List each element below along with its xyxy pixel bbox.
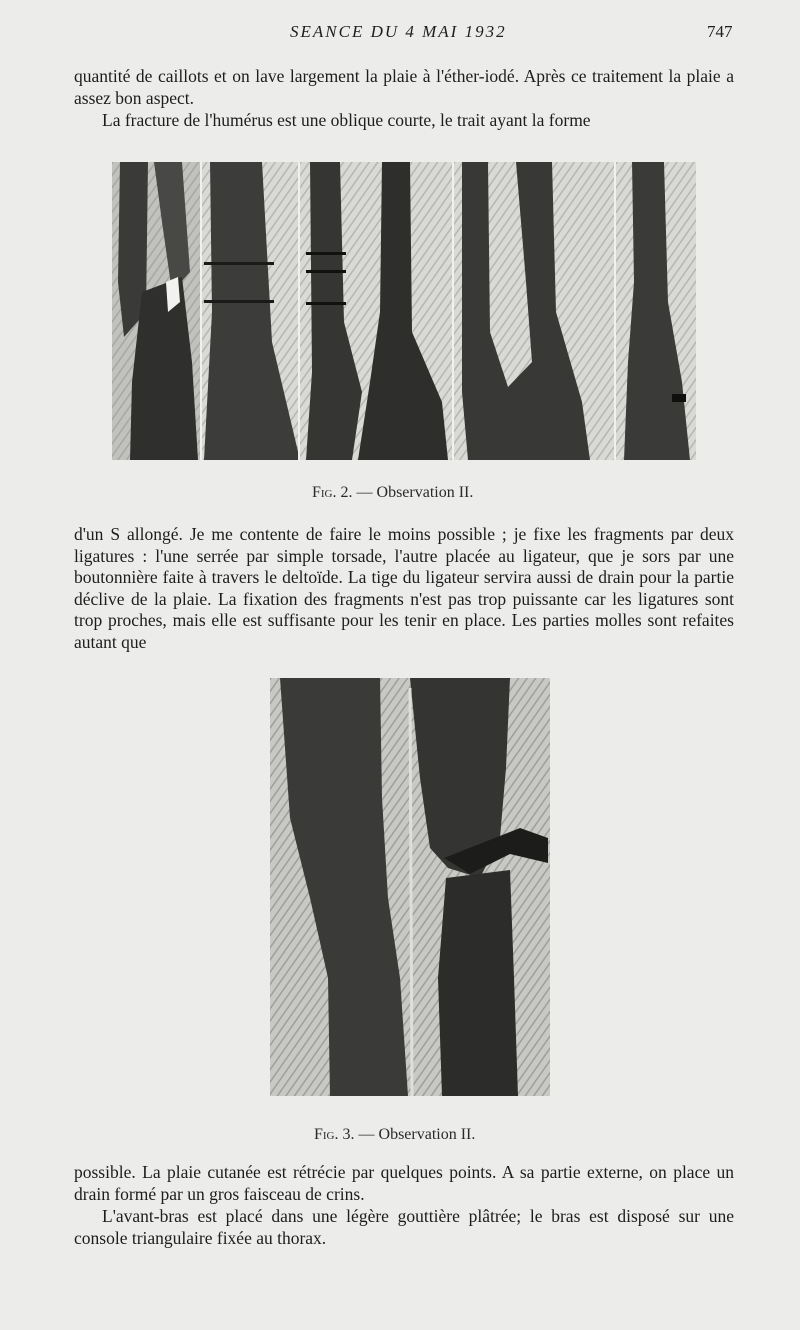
figure-2-caption-text: — Observation II. — [356, 484, 474, 501]
figure-3-caption-text: — Observation II. — [358, 1126, 476, 1143]
running-title: SEANCE DU 4 MAI 1932 — [290, 22, 507, 41]
figure-3-xray-image — [270, 678, 550, 1096]
figure-3-caption — [314, 1126, 475, 1144]
page-number: 747 — [707, 22, 733, 41]
figure-2-label: Fig. 2. — [312, 484, 353, 501]
paragraph-2: La fracture de l'humérus est une oblique courte, le trait ayant la forme — [102, 110, 591, 130]
figure-2-xray-image — [112, 162, 696, 460]
xray-panel-1 — [112, 162, 202, 460]
figure-2-caption — [312, 484, 473, 502]
paragraph-5: L'avant-bras est placé dans une légère gouttière plâtrée; le bras est disposé sur une console triangulaire fixée au thorax. — [74, 1206, 734, 1248]
paragraph-4: possible. La plaie cutanée est rétrécie par quelques points. A sa partie externe, on place un drain formé par un gros faisceau de crins. — [74, 1162, 734, 1204]
figure-3-label: Fig. 3. — [314, 1126, 355, 1143]
paragraph-1: quantité de caillots et on lave largement la plaie à l'éther-iodé. Après ce traitement la plaie a assez bon aspect. — [74, 66, 734, 108]
paragraph-3: d'un S allongé. Je me contente de faire le moins possible ; je fixe les fragments par deux ligatures : l'une serrée par simple torsade, l'autre placée au ligateur, que je sors par une boutonnière faite à travers le deltoïde. La tige du ligateur servira aussi de drain pour la partie déclive de la plaie. La fixation des fragments n'est pas trop puissante car les ligatures sont trop proches, mais elle est suffisante pour les tenir en place. Les parties molles sont refaites autant que — [74, 524, 734, 652]
page-header — [0, 22, 800, 44]
